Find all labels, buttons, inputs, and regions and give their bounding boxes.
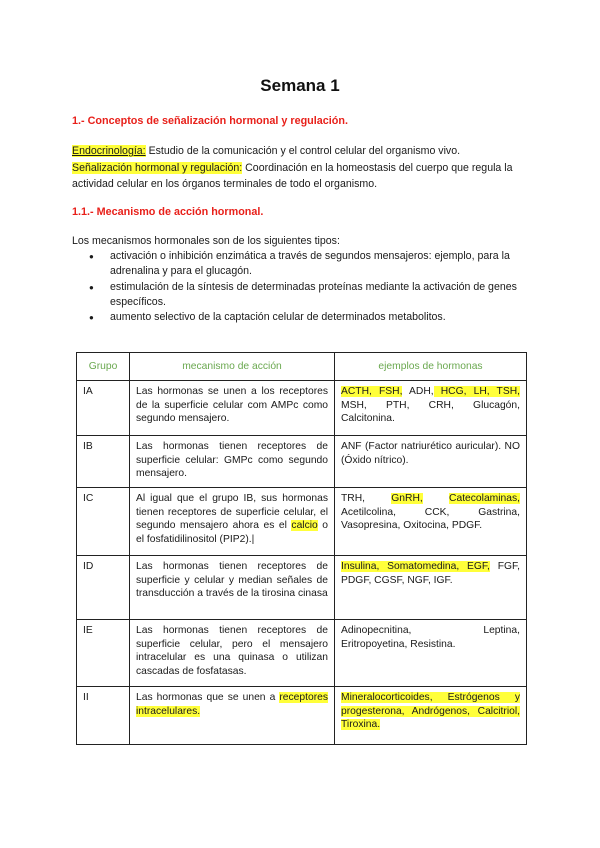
header-grupo: Grupo: [77, 353, 130, 381]
definitions-paragraph: [72, 143, 528, 193]
text: o el fosfatidilinositol (PIP2).|: [136, 520, 328, 545]
text: MSH, PTH, CRH, Glucagón, Calcitonina.: [341, 399, 520, 425]
highlight: LH, TSH,: [466, 386, 520, 397]
mechanisms-list: [72, 249, 532, 325]
cell-mecanismo: [130, 687, 335, 745]
cell-mecanismo: Las hormonas tienen receptores de superficie celular, pero el mensajero intracelular es una quinasa o utilizan cascadas de fosfatasas.: [130, 620, 335, 687]
cell-grupo: ID: [77, 556, 130, 620]
text: TRH,: [341, 493, 392, 504]
term-senalizacion: Señalización hormonal y regulación:: [72, 161, 243, 174]
table-row: [77, 381, 527, 436]
highlight: Insulina, Somatomedina, EGF,: [341, 561, 490, 572]
cell-ejemplos: [335, 556, 527, 620]
mechanisms-intro: Los mecanismos hormonales son de los siguientes tipos:: [72, 235, 340, 247]
text: [423, 493, 449, 504]
table-header-row: [77, 353, 527, 381]
highlight: GnRH,: [391, 493, 423, 504]
section-1-heading: 1.- Conceptos de señalización hormonal y regulación.: [72, 115, 348, 127]
table-row: [77, 620, 527, 687]
highlight: Mineralocorticoides, Estrógenos y progesterona, Andrógenos, Calcitriol, Tiroxina.: [341, 692, 520, 731]
text: Al igual que el grupo IB, sus hormonas tienen receptores de superficie celular, el segundo mensajero ahora es el: [136, 493, 328, 532]
cell-grupo: IA: [77, 381, 130, 436]
table-row: [77, 488, 527, 556]
cell-grupo: IC: [77, 488, 130, 556]
cell-ejemplos: ANF (Factor natriurético auricular). NO (Óxido nítrico).: [335, 436, 527, 488]
cell-grupo: II: [77, 687, 130, 745]
cell-ejemplos: [335, 488, 527, 556]
highlight: receptores intracelulares.: [136, 692, 328, 717]
list-item: ● aumento selectivo de la captación celular de determinados metabolitos.: [110, 310, 532, 325]
cell-ejemplos: Adinopecnitina, Leptina, Eritropoyetina, Resistina.: [335, 620, 527, 687]
hormone-groups-table: [76, 352, 527, 745]
list-item: ● activación o inhibición enzimática a través de segundos mensajeros: ejemplo, para la adrenalina y para el glucagón.: [110, 249, 532, 279]
table-row: [77, 556, 527, 620]
header-mecanismo: mecanismo de acción: [130, 353, 335, 381]
cell-grupo: IB: [77, 436, 130, 488]
cell-ejemplos: [335, 687, 527, 745]
cell-mecanismo: Las hormonas se unen a los receptores de la superficie celular com AMPc como segundo mensajero.: [130, 381, 335, 436]
text: Las hormonas que se unen a: [136, 692, 280, 703]
mechanisms-list-block: [72, 234, 532, 325]
table-row: [77, 436, 527, 488]
definition-senalizacion: Coordinación en la homeostasis del cuerpo que regula la actividad celular en los órganos terminales de todo el organismo.: [72, 161, 513, 190]
term-endocrinologia: Endocrinología:: [72, 145, 146, 157]
text: FGF, PDGF, CGSF, NGF, IGF.: [341, 561, 521, 586]
highlight: ACTH, FSH,: [341, 386, 403, 397]
definition-endocrinologia: Estudio de la comunicación y el control celular del organismo vivo.: [145, 145, 461, 157]
cell-mecanismo: [130, 488, 335, 556]
table-row: [77, 687, 527, 745]
section-1-1-heading: 1.1.- Mecanismo de acción hormonal.: [72, 206, 264, 218]
cell-mecanismo: Las hormonas tienen receptores de superficie celular: GMPc como segundo mensajero.: [130, 436, 335, 488]
cell-mecanismo: Las hormonas tienen receptores de superficie y celular y median señales de transducción a través de la tirosina cinasa: [130, 556, 335, 620]
page-title: Semana 1: [260, 76, 340, 95]
text: ADH,: [402, 386, 434, 397]
text: Acetilcolina, CCK, Gastrina, Vasopresina, Oxitocina, PDGF.: [341, 506, 520, 532]
highlight: calcio: [291, 520, 318, 532]
highlight: HCG,: [433, 386, 467, 397]
list-item: ● estimulación de la síntesis de determinadas proteínas mediante la activación de genes específicos.: [110, 280, 532, 310]
header-ejemplos: ejemplos de hormonas: [335, 353, 527, 381]
cell-grupo: IE: [77, 620, 130, 687]
highlight: Catecolaminas,: [449, 493, 520, 504]
cell-ejemplos: [335, 381, 527, 436]
